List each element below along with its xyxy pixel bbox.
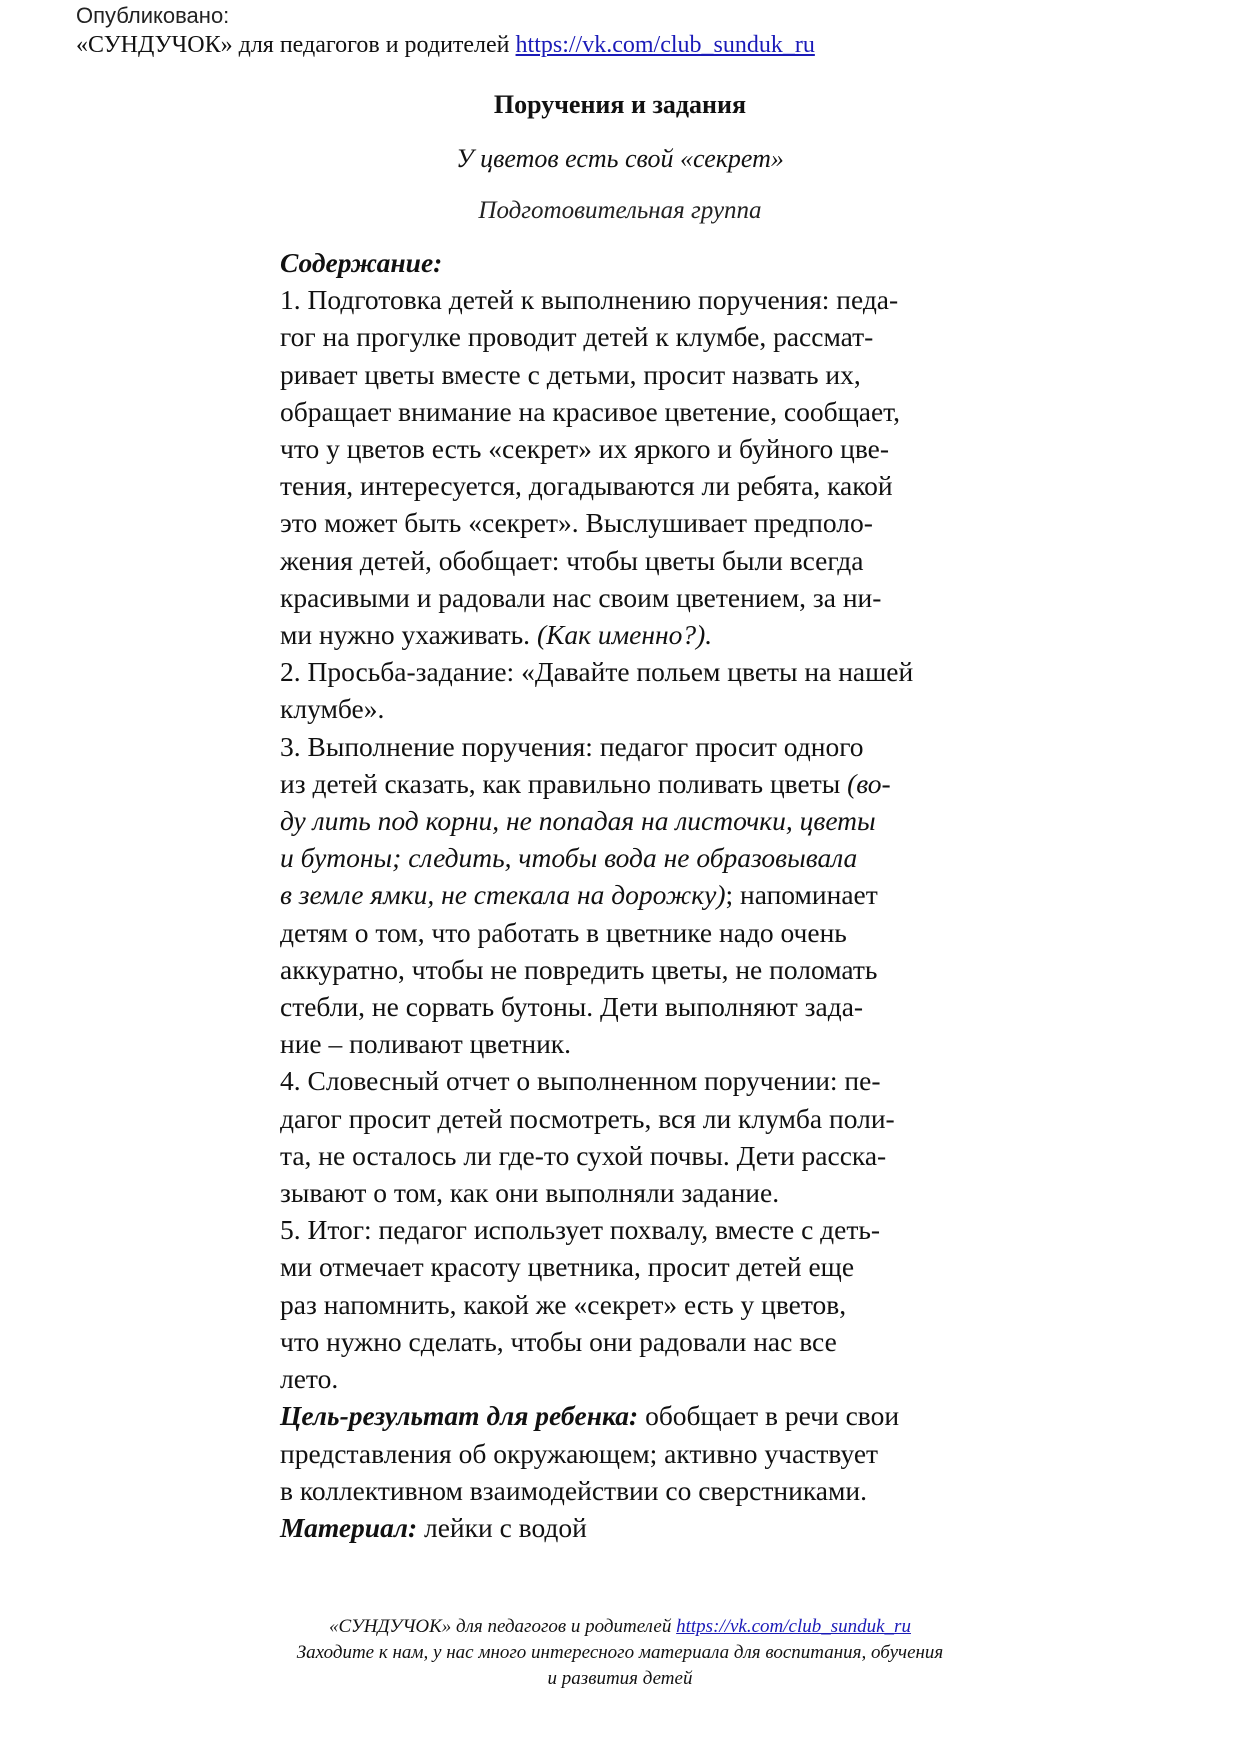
body-line: аккуратно, чтобы не повредить цветы, не поломать — [280, 953, 878, 985]
body-line: 4. Словесный отчет о выполненном поручении: пе- — [280, 1065, 881, 1097]
content-heading: Содержание: — [280, 247, 443, 278]
body-line: 3. Выполнение поручения: педагог просит одного — [280, 730, 864, 762]
body-text: ; напоминает — [725, 879, 878, 911]
footer — [180, 1614, 1060, 1692]
page-subtitle: У цветов есть свой «секрет» — [456, 144, 784, 173]
body-italic-text: в земле ямки, не стекала на дорожку) — [280, 879, 726, 911]
body-line: раз напомнить, какой же «секрет» есть у цветов, — [280, 1288, 847, 1320]
footer-invite-line: Заходите к нам, у нас много интересного материала для воспитания, обучения — [296, 1642, 944, 1663]
body-line: ми отмечает красоту цветника, просит детей еще — [280, 1251, 855, 1283]
footer-source-line — [180, 1614, 1060, 1640]
body-line: жения детей, обобщает: чтобы цветы были всегда — [280, 544, 864, 576]
body-line: 2. Просьба-задание: «Давайте польем цветы на нашей — [280, 656, 914, 688]
body-line: что нужно сделать, чтобы они радовали нас все — [280, 1325, 837, 1357]
body-line: ривает цветы вместе с детьми, просит назвать их, — [280, 358, 861, 390]
body-line: красивыми и радовали нас своим цветением, за ни- — [280, 581, 882, 613]
body-line: детям о том, что работать в цветнике надо очень — [280, 916, 847, 948]
body-line — [280, 616, 980, 653]
body-line: гог на прогулке проводит детей к клумбе, рассмат- — [280, 321, 874, 353]
body-line: и бутоны; следить, чтобы вода не образовывала — [280, 842, 858, 874]
body-line: лето. — [280, 1363, 339, 1395]
page-title: Поручения и задания — [493, 90, 747, 119]
body-line: 1. Подготовка детей к выполнению поручения: педа- — [280, 284, 899, 316]
body-line: та, не осталось ли где-то сухой почвы. Дети расска- — [280, 1139, 887, 1171]
goal-label: Цель-результат для ребенка: — [280, 1400, 639, 1432]
body-line: что у цветов есть «секрет» их яркого и буйного цве- — [280, 433, 890, 465]
goal-line: в коллективном взаимодействии со сверстниками. — [280, 1474, 867, 1506]
body-line: дагог просит детей посмотреть, вся ли клумба поли- — [280, 1102, 895, 1134]
header-source-line — [76, 30, 815, 60]
body-line — [280, 765, 980, 802]
body-italic-text: (во- — [847, 767, 891, 799]
goal-text: обобщает в речи свои — [638, 1400, 900, 1432]
body-line: клумбе». — [280, 693, 385, 725]
body-text: из детей сказать, как правильно поливать цветы — [280, 767, 841, 799]
body-line: обращает внимание на красивое цветение, сообщает, — [280, 395, 900, 427]
body-line — [280, 876, 980, 913]
goal-line — [280, 1397, 980, 1434]
body-line: ду лить под корни, не попадая на листочки, цветы — [280, 805, 876, 837]
body-line: тения, интересуется, догадываются ли ребята, какой — [280, 470, 893, 502]
published-label: Опубликовано: — [76, 3, 230, 28]
material-text: лейки с водой — [417, 1511, 587, 1543]
body-text: ми нужно ухаживать. — [280, 619, 531, 651]
material-line — [280, 1509, 980, 1546]
body-line: 5. Итог: педагог использует похвалу, вместе с деть- — [280, 1214, 881, 1246]
header-source-name: «СУНДУЧОК» для педагогов и родителей — [76, 32, 510, 58]
goal-line: представления об окружающем; активно участвует — [280, 1437, 879, 1469]
footer-invite-line-end: и развития детей — [547, 1668, 693, 1689]
body-line: зывают о том, как они выполняли задание. — [280, 1177, 780, 1209]
body-line: это может быть «секрет». Выслушивает предполо- — [280, 507, 873, 539]
group-label: Подготовительная группа — [478, 197, 762, 224]
header-source-link[interactable]: https://vk.com/club_sunduk_ru — [515, 32, 815, 58]
body-line: ние – поливают цветник. — [280, 1028, 572, 1060]
body-italic-text: (Как именно?). — [536, 619, 713, 651]
footer-source-name: «СУНДУЧОК» для педагогов и родителей — [329, 1616, 672, 1637]
document-body — [280, 244, 980, 1546]
footer-source-link[interactable]: https://vk.com/club_sunduk_ru — [676, 1616, 911, 1637]
material-label: Материал: — [280, 1511, 418, 1543]
body-line: стебли, не сорвать бутоны. Дети выполняют зада- — [280, 991, 864, 1023]
